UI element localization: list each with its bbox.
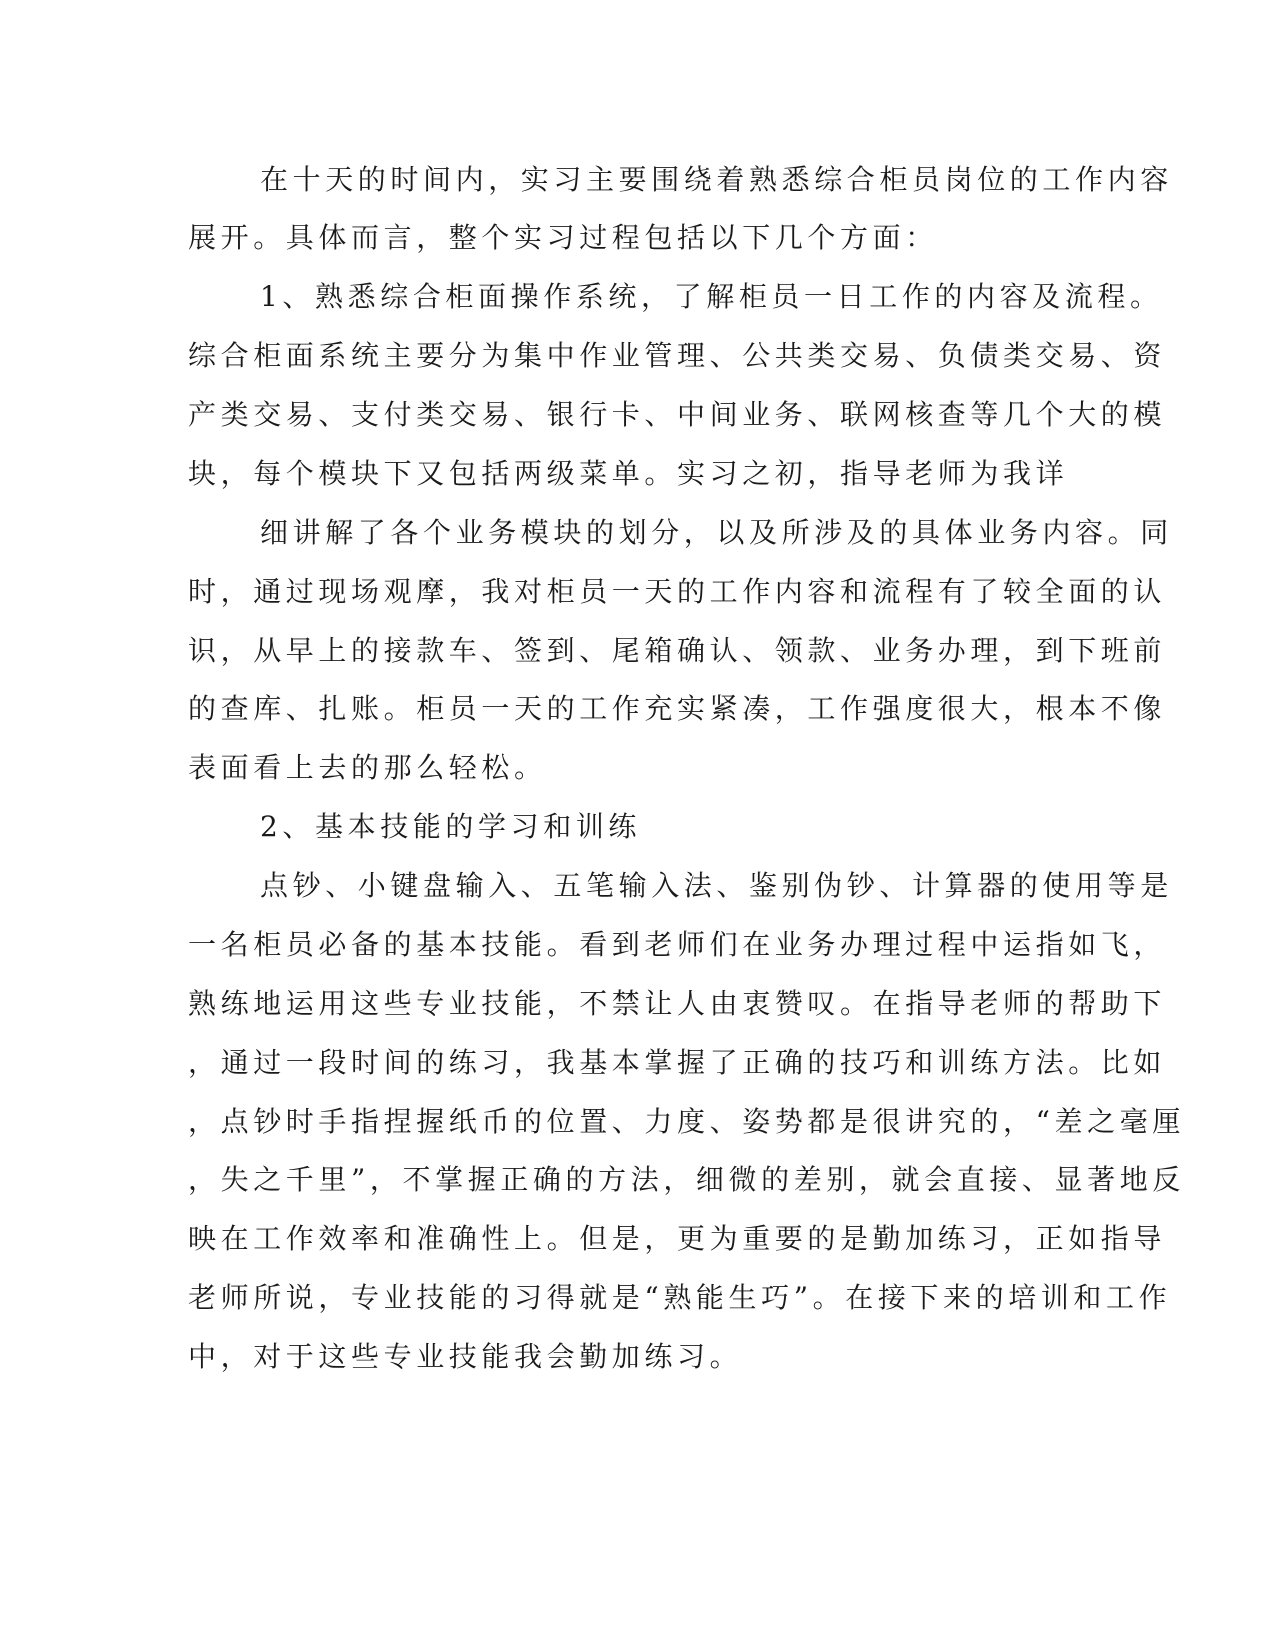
section-heading: 2、基本技能的学习和训练 [260,810,642,843]
text-line: 的查库、扎账。柜员一天的工作充实紧凑，工作强度很大，根本不像 [188,692,1167,725]
text-line: 综合柜面系统主要分为集中作业管理、公共类交易、负债类交易、资 [188,339,1167,372]
text-line: ，失之千里”，不掌握正确的方法，细微的差别，就会直接、显著地反 [188,1163,1185,1196]
text-line: 细讲解了各个业务模块的划分，以及所涉及的具体业务内容。同 [260,516,1173,549]
text-line: 块，每个模块下又包括两级菜单。实习之初，指导老师为我详 [188,457,1069,490]
text-line: 在十天的时间内，实习主要围绕着熟悉综合柜员岗位的工作内容 [260,163,1173,196]
text-line: 产类交易、支付类交易、银行卡、中间业务、联网核查等几个大的模 [188,398,1167,431]
text-line: 识，从早上的接款车、签到、尾箱确认、领款、业务办理，到下班前 [188,634,1167,667]
text-line: ，通过一段时间的练习，我基本掌握了正确的技巧和训练方法。比如 [188,1046,1167,1079]
text-line: 映在工作效率和准确性上。但是，更为重要的是勤加练习，正如指导 [188,1222,1167,1255]
text-line: 熟练地运用这些专业技能，不禁让人由衷赞叹。在指导老师的帮助下 [188,987,1167,1020]
text-line: 展开。具体而言，整个实习过程包括以下几个方面： [188,221,938,254]
text-line: 一名柜员必备的基本技能。看到老师们在业务办理过程中运指如飞， [188,928,1167,961]
text-line: 表面看上去的那么轻松。 [188,751,547,784]
text-line: ，点钞时手指捏握纸币的位置、力度、姿势都是很讲究的，“差之毫厘 [188,1105,1185,1138]
text-line: 1、熟悉综合柜面操作系统，了解柜员一日工作的内容及流程。 [260,280,1163,313]
text-line: 时，通过现场观摩，我对柜员一天的工作内容和流程有了较全面的认 [188,575,1167,608]
text-line: 老师所说，专业技能的习得就是“熟能生巧”。在接下来的培训和工作 [188,1281,1172,1314]
text-line: 点钞、小键盘输入、五笔输入法、鉴别伪钞、计算器的使用等是 [260,869,1173,902]
text-line: 中，对于这些专业技能我会勤加练习。 [188,1340,743,1373]
